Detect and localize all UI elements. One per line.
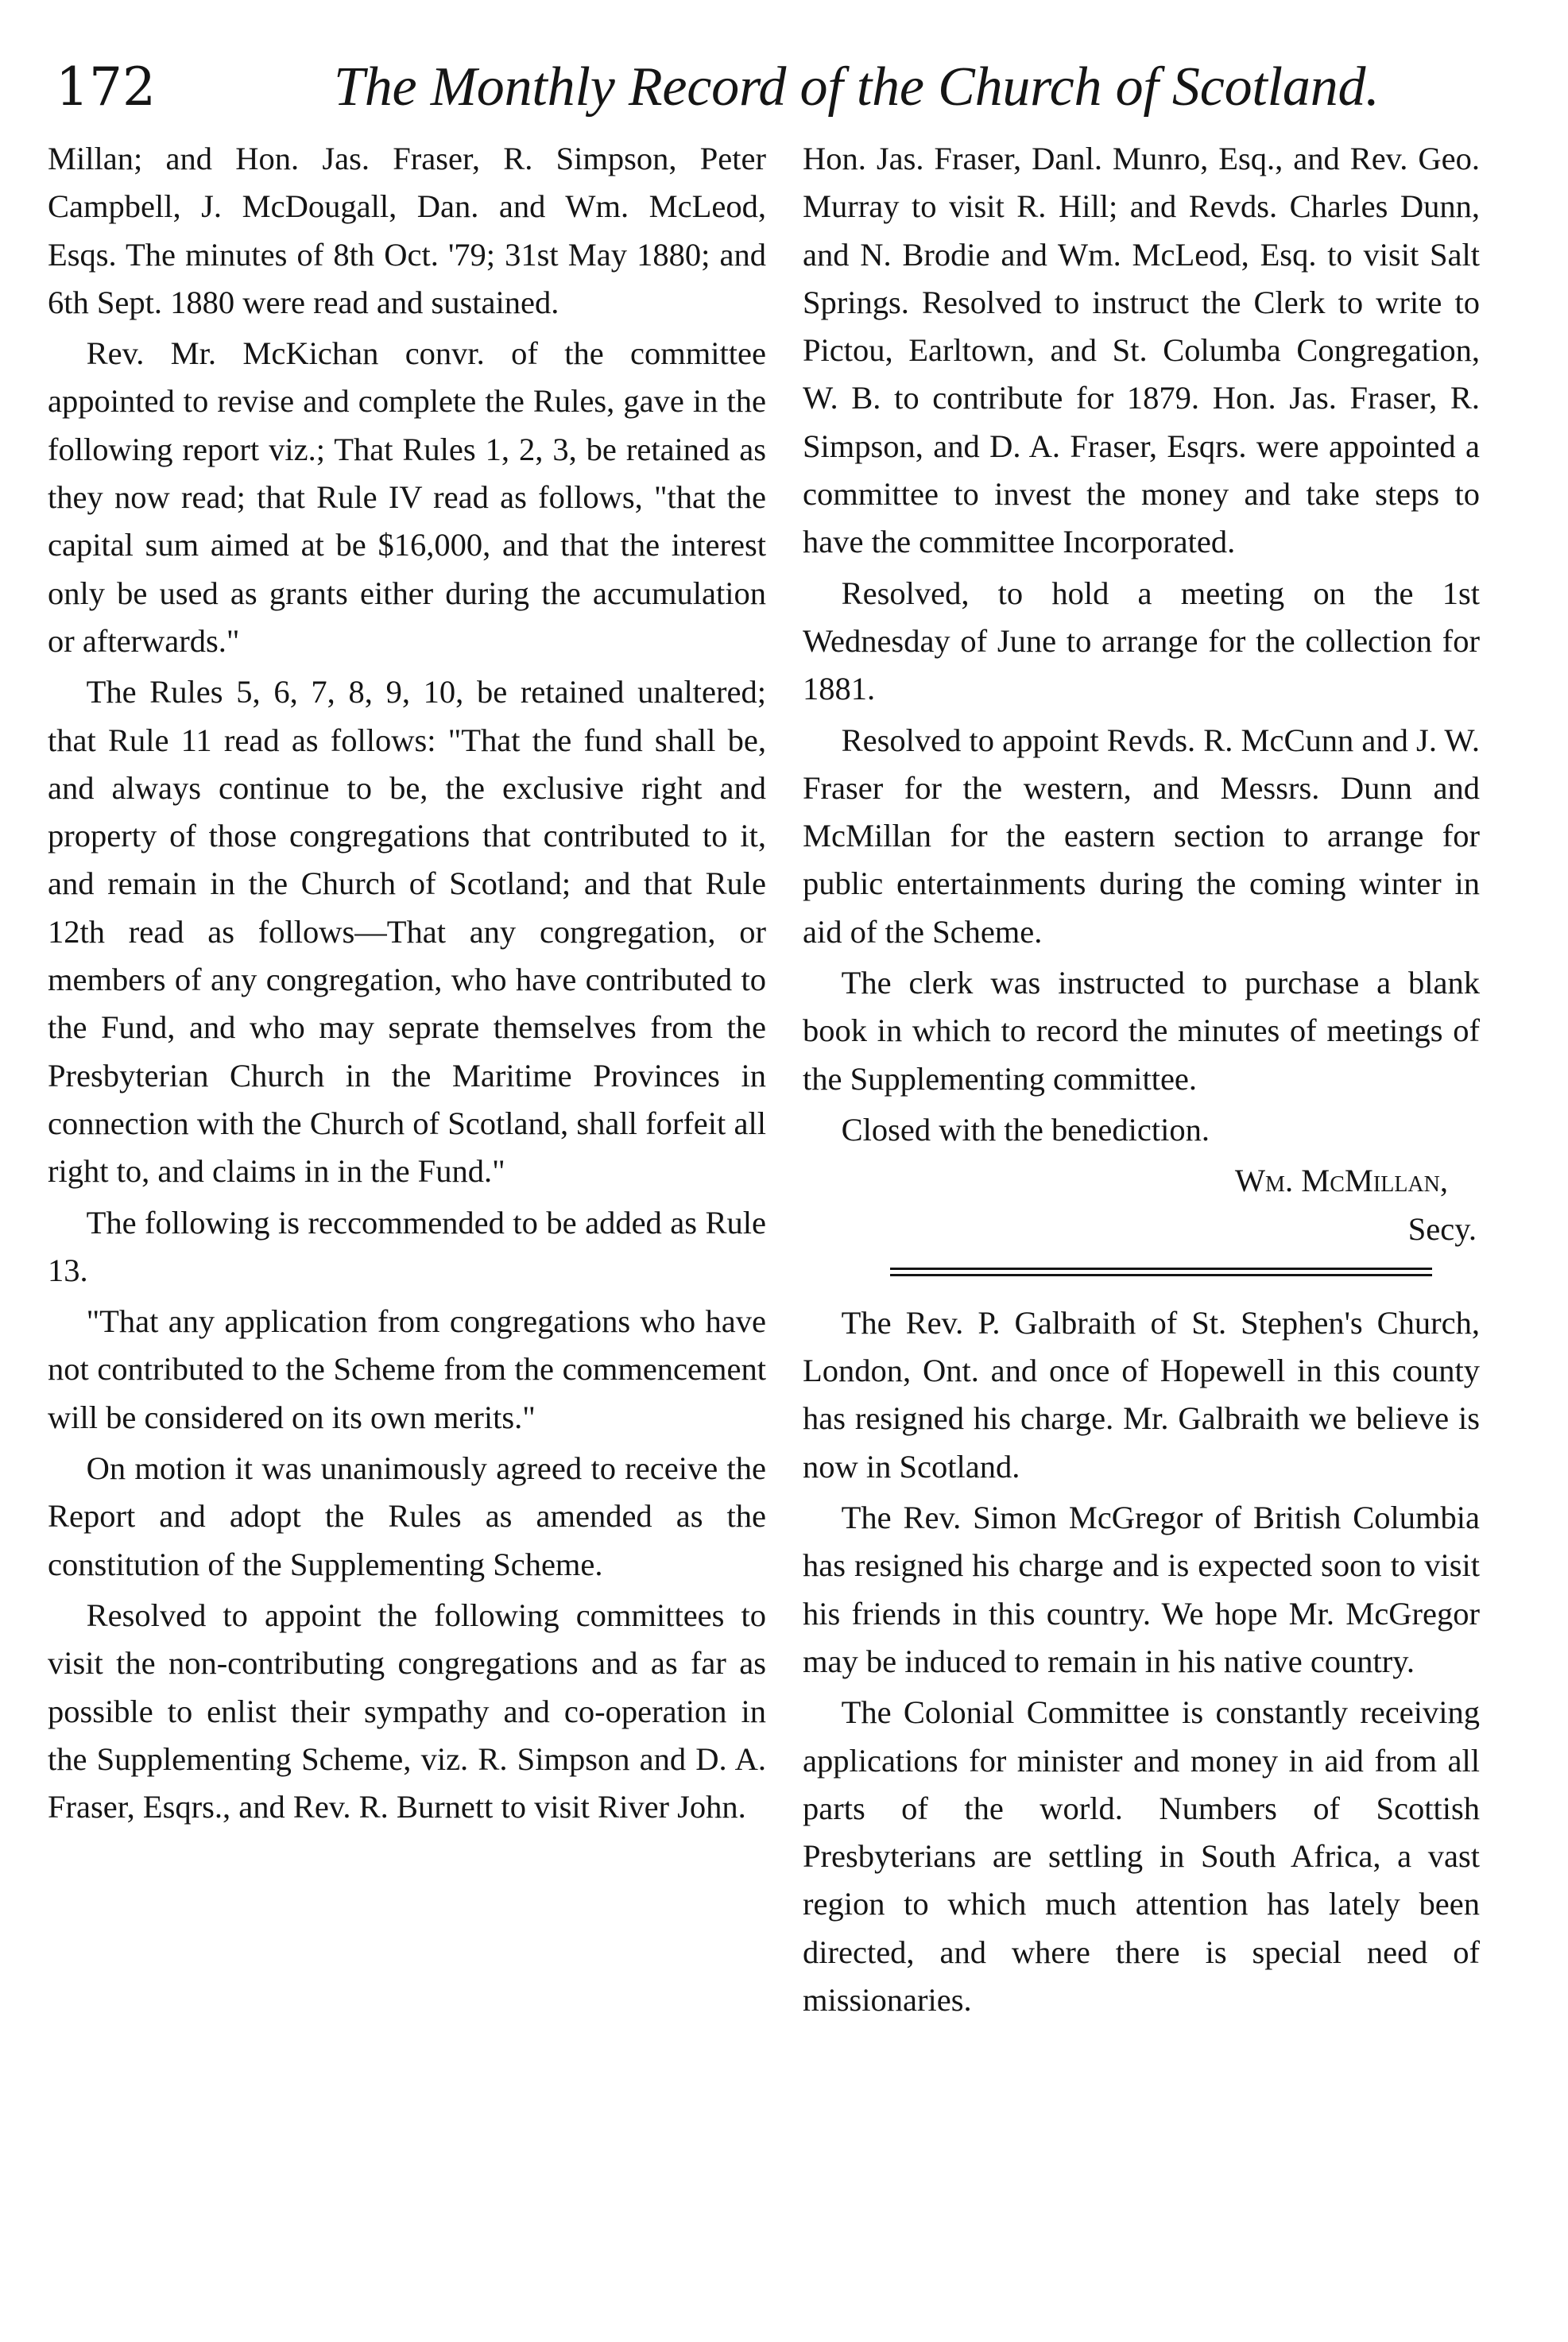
paragraph: The following is reccommended to be added as Rule 13.	[48, 1204, 766, 1288]
news-paragraph: The Colonial Committee is constantly receiving applications for minister and money in aid from all parts of the world. Numbers of Scottish Presbyterians are settling in South Africa, a vast region to which much attention has lately been directed, and where there is special need of missionaries.	[803, 1694, 1480, 2018]
paragraph: Resolved to appoint the following committees to visit the non-contributing congregations and as far as possible to enlist their sympathy and co-operation in the Supplementing Scheme, viz. R. Simpson and D. A. Fraser, Esqrs., and Rev. R. Burnett to visit River John.	[48, 1597, 766, 1825]
paragraph: Closed with the benediction.	[841, 1111, 1210, 1148]
right-column	[803, 135, 1480, 2027]
page-number: 172	[56, 56, 156, 118]
signature-title: Secy.	[1407, 1210, 1477, 1247]
paragraph: "That any application from congregations who have not contributed to the Scheme from the commencement will be considered on its own merits."	[48, 1303, 766, 1435]
paragraph: The clerk was instructed to purchase a blank book in which to record the minutes of meetings of the Supplementing committee.	[803, 965, 1480, 1097]
paragraph: Rev. Mr. McKichan convr. of the committee appointed to revise and complete the Rules, gave in the following report viz.; That Rules 1, 2, 3, be retained as they now read; that Rule IV read as follows, "that the capital sum aimed at be $16,000, and that the interest only be used as grants either during the accumulation or afterwards."	[48, 335, 766, 659]
paragraph: On motion it was unanimously agreed to receive the Report and adopt the Rules as amended as the constitution of the Supplementing Scheme.	[48, 1450, 766, 1582]
signature: Wm. McMillan,	[1234, 1163, 1448, 1199]
page-header	[0, 48, 1568, 135]
news-paragraph: The Rev. P. Galbraith of St. Stephen's Church, London, Ont. and once of Hopewell in this county has resigned his charge. Mr. Galbraith we believe is now in Scotland.	[803, 1304, 1480, 1485]
running-title: The Monthly Record of the Church of Scotland.	[334, 56, 1380, 118]
paragraph: Resolved, to hold a meeting on the 1st Wednesday of June to arrange for the collection for 1881.	[803, 575, 1480, 707]
paragraph: Resolved to appoint Revds. R. McCunn and J. W. Fraser for the western, and Messrs. Dunn and McMillan for the eastern section to arrange for public entertainments during the coming winter in aid of the Scheme.	[803, 722, 1480, 950]
section-divider	[890, 1268, 1432, 1277]
paragraph: The Rules 5, 6, 7, 8, 9, 10, be retained unaltered; that Rule 11 read as follows: "That the fund shall be, and always continue to be, the exclusive right and property of those congregations that contributed to it, and remain in the Church of Scotland; and that Rule 12th read as follows—That any congregation, or members of any congregation, who have contributed to the Fund, and who may seprate themselves from the Presbyterian Church in the Maritime Provinces in connection with the Church of Scotland, shall forfeit all right to, and claims in in the Fund."	[48, 674, 766, 1190]
news-paragraph: The Rev. Simon McGregor of British Columbia has resigned his charge and is expected soon to visit his friends in this country. We hope Mr. McGregor may be induced to remain in his native country.	[803, 1500, 1480, 1679]
left-column	[48, 135, 766, 1834]
paragraph: Hon. Jas. Fraser, Danl. Munro, Esq., and Rev. Geo. Murray to visit R. Hill; and Revds. Charles Dunn, and N. Brodie and Wm. McLeod, Esq. to visit Salt Springs. Resolved to instruct the Clerk to write to Pictou, Earltown, and St. Columba Congregation, W. B. to contribute for 1879. Hon. Jas. Fraser, R. Simpson, and D. A. Fraser, Esqrs. were appointed a committee to invest the money and take steps to have the committee Incorporated.	[803, 141, 1480, 560]
paragraph: Millan; and Hon. Jas. Fraser, R. Simpson, Peter Campbell, J. McDougall, Dan. and Wm. McLeod, Esqs. The minutes of 8th Oct. '79; 31st May 1880; and 6th Sept. 1880 were read and sustained.	[48, 141, 766, 320]
